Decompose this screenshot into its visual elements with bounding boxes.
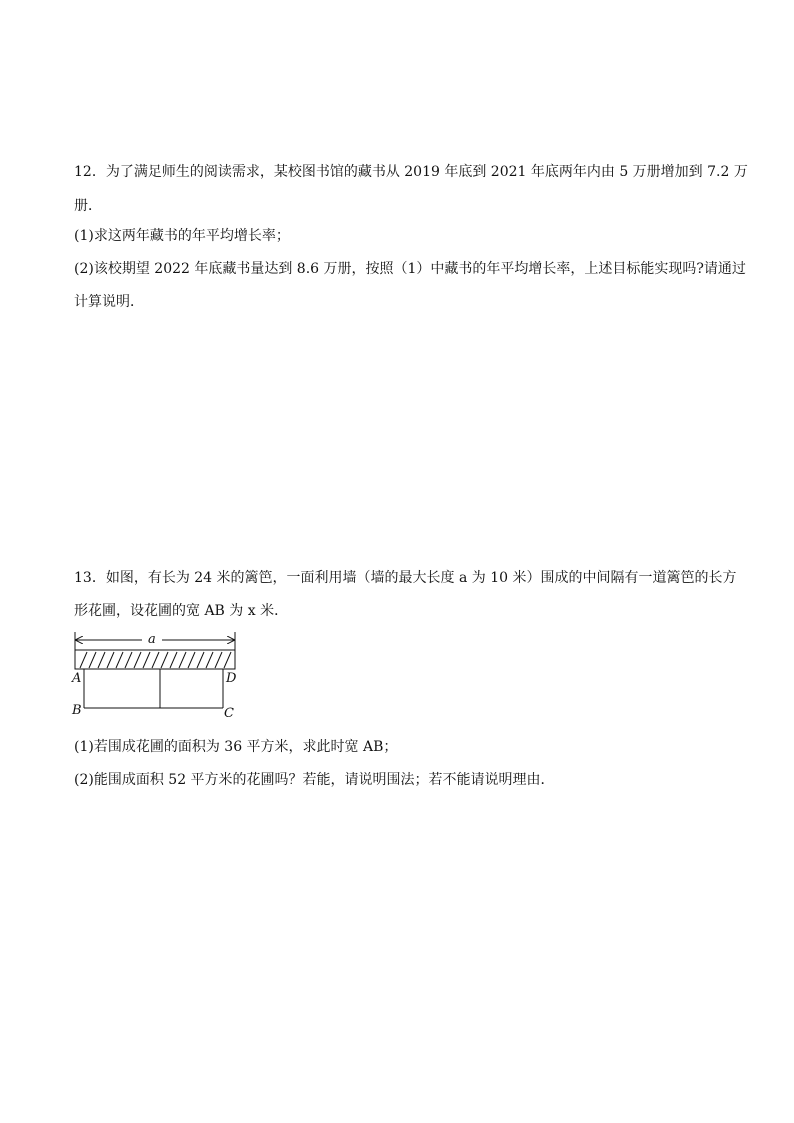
hatch-line <box>116 652 123 668</box>
hatch-line <box>197 652 204 668</box>
hatch-line <box>89 652 96 668</box>
label-D: D <box>226 671 237 686</box>
question-12-stem-continued: 册． <box>74 198 102 214</box>
hatch-line <box>98 652 105 668</box>
hatch-line <box>161 652 168 668</box>
label-A: A <box>72 671 82 686</box>
question-12-part-2: (2)该校期望 2022 年底藏书量达到 8.6 万册，按照（1）中藏书的年平均增长率，上述目标能实现吗?请通过 <box>74 261 746 277</box>
question-13-part-1: (1)若围成花圃的面积为 36 平方米，求此时宽 AB； <box>74 739 398 755</box>
question-13-stem-continued: 形花圃，设花圃的宽 AB 为 x 米． <box>74 603 289 619</box>
hatch-line <box>215 652 222 668</box>
hatch-line <box>206 652 213 668</box>
hatch-line <box>152 652 159 668</box>
question-13-part-2: (2)能围成面积 52 平方米的花圃吗？若能，请说明围法；若不能请说明理由． <box>74 772 555 788</box>
question-12-part-2-continued: 计算说明． <box>74 294 144 310</box>
hatch-line <box>125 652 132 668</box>
hatch-line <box>80 652 87 668</box>
label-a: a <box>148 632 156 647</box>
question-13-stem: 13．如图，有长为 24 米的篱笆，一面利用墙（墙的最大长度 a 为 10 米）围成的中间隔有一道篱笆的长方 <box>74 570 737 586</box>
hatch-line <box>224 652 231 668</box>
question-12-stem: 12．为了满足师生的阅读需求，某校图书馆的藏书从 2019 年底到 2021 年底两年内由 5 万册增加到 7.2 万 <box>74 164 748 180</box>
label-B: B <box>72 703 82 718</box>
question-12-part-1: (1)求这两年藏书的年平均增长率； <box>74 228 290 244</box>
label-C: C <box>224 706 234 721</box>
hatch-line <box>134 652 141 668</box>
hatch-line <box>170 652 177 668</box>
hatch-line <box>107 652 114 668</box>
hatch-line <box>179 652 186 668</box>
wall-hatching <box>80 652 231 668</box>
hatch-line <box>143 652 150 668</box>
garden-fence-figure <box>66 626 246 722</box>
hatch-line <box>188 652 195 668</box>
